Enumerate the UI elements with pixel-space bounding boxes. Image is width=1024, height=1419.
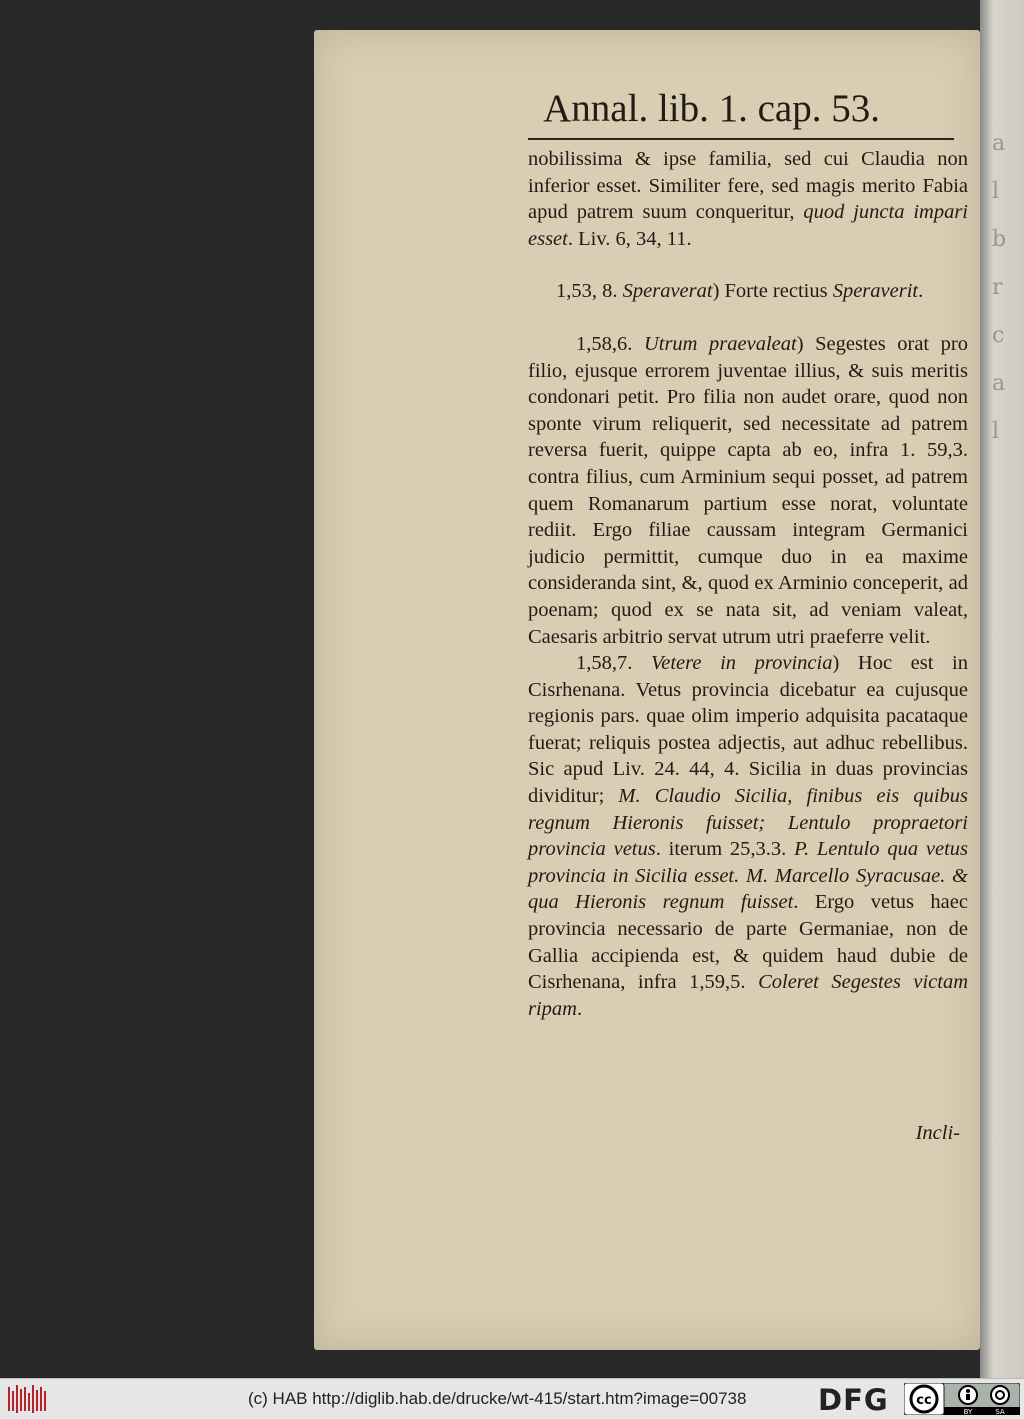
by-icon: [959, 1386, 977, 1404]
paragraph: [528, 331, 968, 650]
page-body-text: [528, 146, 968, 1022]
text-run: . Ergo vetus haec provincia necessario de parte Germaniae, non de Gallia accipienda est, & quidem haud dubie de Cisrhenana, infra 1,59,5.: [528, 891, 968, 994]
dfg-logo: DFG: [818, 1383, 889, 1417]
italic-text: quod juncta impari esset: [528, 201, 969, 250]
italic-text: Utrum praevaleat: [643, 332, 797, 355]
italic-text: Coleret Segestes victam ripam: [528, 971, 968, 1020]
paragraph-gap: [528, 252, 968, 278]
text-run: nobilissima & ipse familia, sed cui Claudia non inferior esset. Similiter fere, sed magis merito Fabia apud patrem suum conqueritur,: [528, 148, 968, 224]
svg-text:cc: cc: [916, 1393, 932, 1408]
italic-text: Speraverit: [832, 280, 919, 303]
text-run: .: [918, 280, 924, 303]
text-run: 1,58,7.: [576, 652, 651, 675]
italic-text: Speraverat: [622, 280, 713, 303]
footer-bar: [0, 1378, 1024, 1419]
cc-icon: [911, 1386, 937, 1412]
header-rule: [528, 138, 954, 140]
text-run: . iterum 25,3.3.: [655, 838, 795, 861]
text-run: ) Hoc est in Cisrhenana. Vetus provincia dicebatur ea cujusque regionis pars. quae olim imperio adquisita pacataque fuerat; reliquis postea adjectis, aut adhuc rebellibus. Sic apud Liv. 24. 44, 4. Sicilia in duas provincias dividitur;: [528, 652, 969, 808]
paragraph: [528, 146, 968, 252]
text-run: 1,58,6.: [576, 332, 644, 355]
italic-text: M. Claudio Sicilia, finibus eis quibus regnum Hieronis fuisset; Lentulo propraetori provincia vetus: [528, 785, 968, 861]
svg-text:SA: SA: [995, 1408, 1005, 1415]
attribution-link[interactable]: (c) HAB http://diglib.hab.de/drucke/wt-415/start.htm?image=00738: [248, 1389, 747, 1408]
paragraph: [528, 278, 968, 305]
svg-text:BY: BY: [963, 1408, 973, 1415]
hab-logo-icon: [8, 1385, 48, 1413]
italic-text: Vetere in provincia: [651, 652, 833, 675]
text-run: . Liv. 6, 34, 11.: [567, 227, 692, 250]
sa-icon: [991, 1386, 1009, 1404]
text-run: ) Segestes orat pro filio, ejusque errorem juventae illius, & suis meritis condonari petit. Pro filia non audet orare, quod non sponte virum reliquerit, sed necessitate ad patrem reversa fuerit, quippe capta ab eo, infra 1. 59,3. contra filius, cum Arminium sequi posset, ad patrem quem Romanarum partium esse norat, voluntate rediit. Ergo filiae caussam integram Germanici judicio permittit, cumque duo in ea maxime consideranda sint, &, quod ex Arminio conceperit, ad poenam; quod ex se nata sit, ad veniam valeat, Caesaris arbitrio servat utrum utri praeferre velit.: [528, 332, 969, 648]
text-run: 1,53, 8.: [556, 280, 623, 303]
license-icons[interactable]: [904, 1383, 1020, 1415]
adjacent-page-edge: a l b r c a l: [980, 0, 1024, 1378]
text-run: .: [576, 997, 583, 1020]
running-head: Annal. lib. 1. cap. 53.: [543, 87, 880, 130]
italic-text: P. Lentulo qua vetus provincia in Sicilia esset. M. Marcello Syracusae. & qua Hieronis regnum fuisset: [528, 838, 968, 914]
paragraph-gap: [528, 305, 968, 331]
paragraph: [528, 650, 968, 1022]
catchword: Incli-: [915, 1122, 960, 1144]
text-run: ) Forte rectius: [712, 280, 833, 303]
